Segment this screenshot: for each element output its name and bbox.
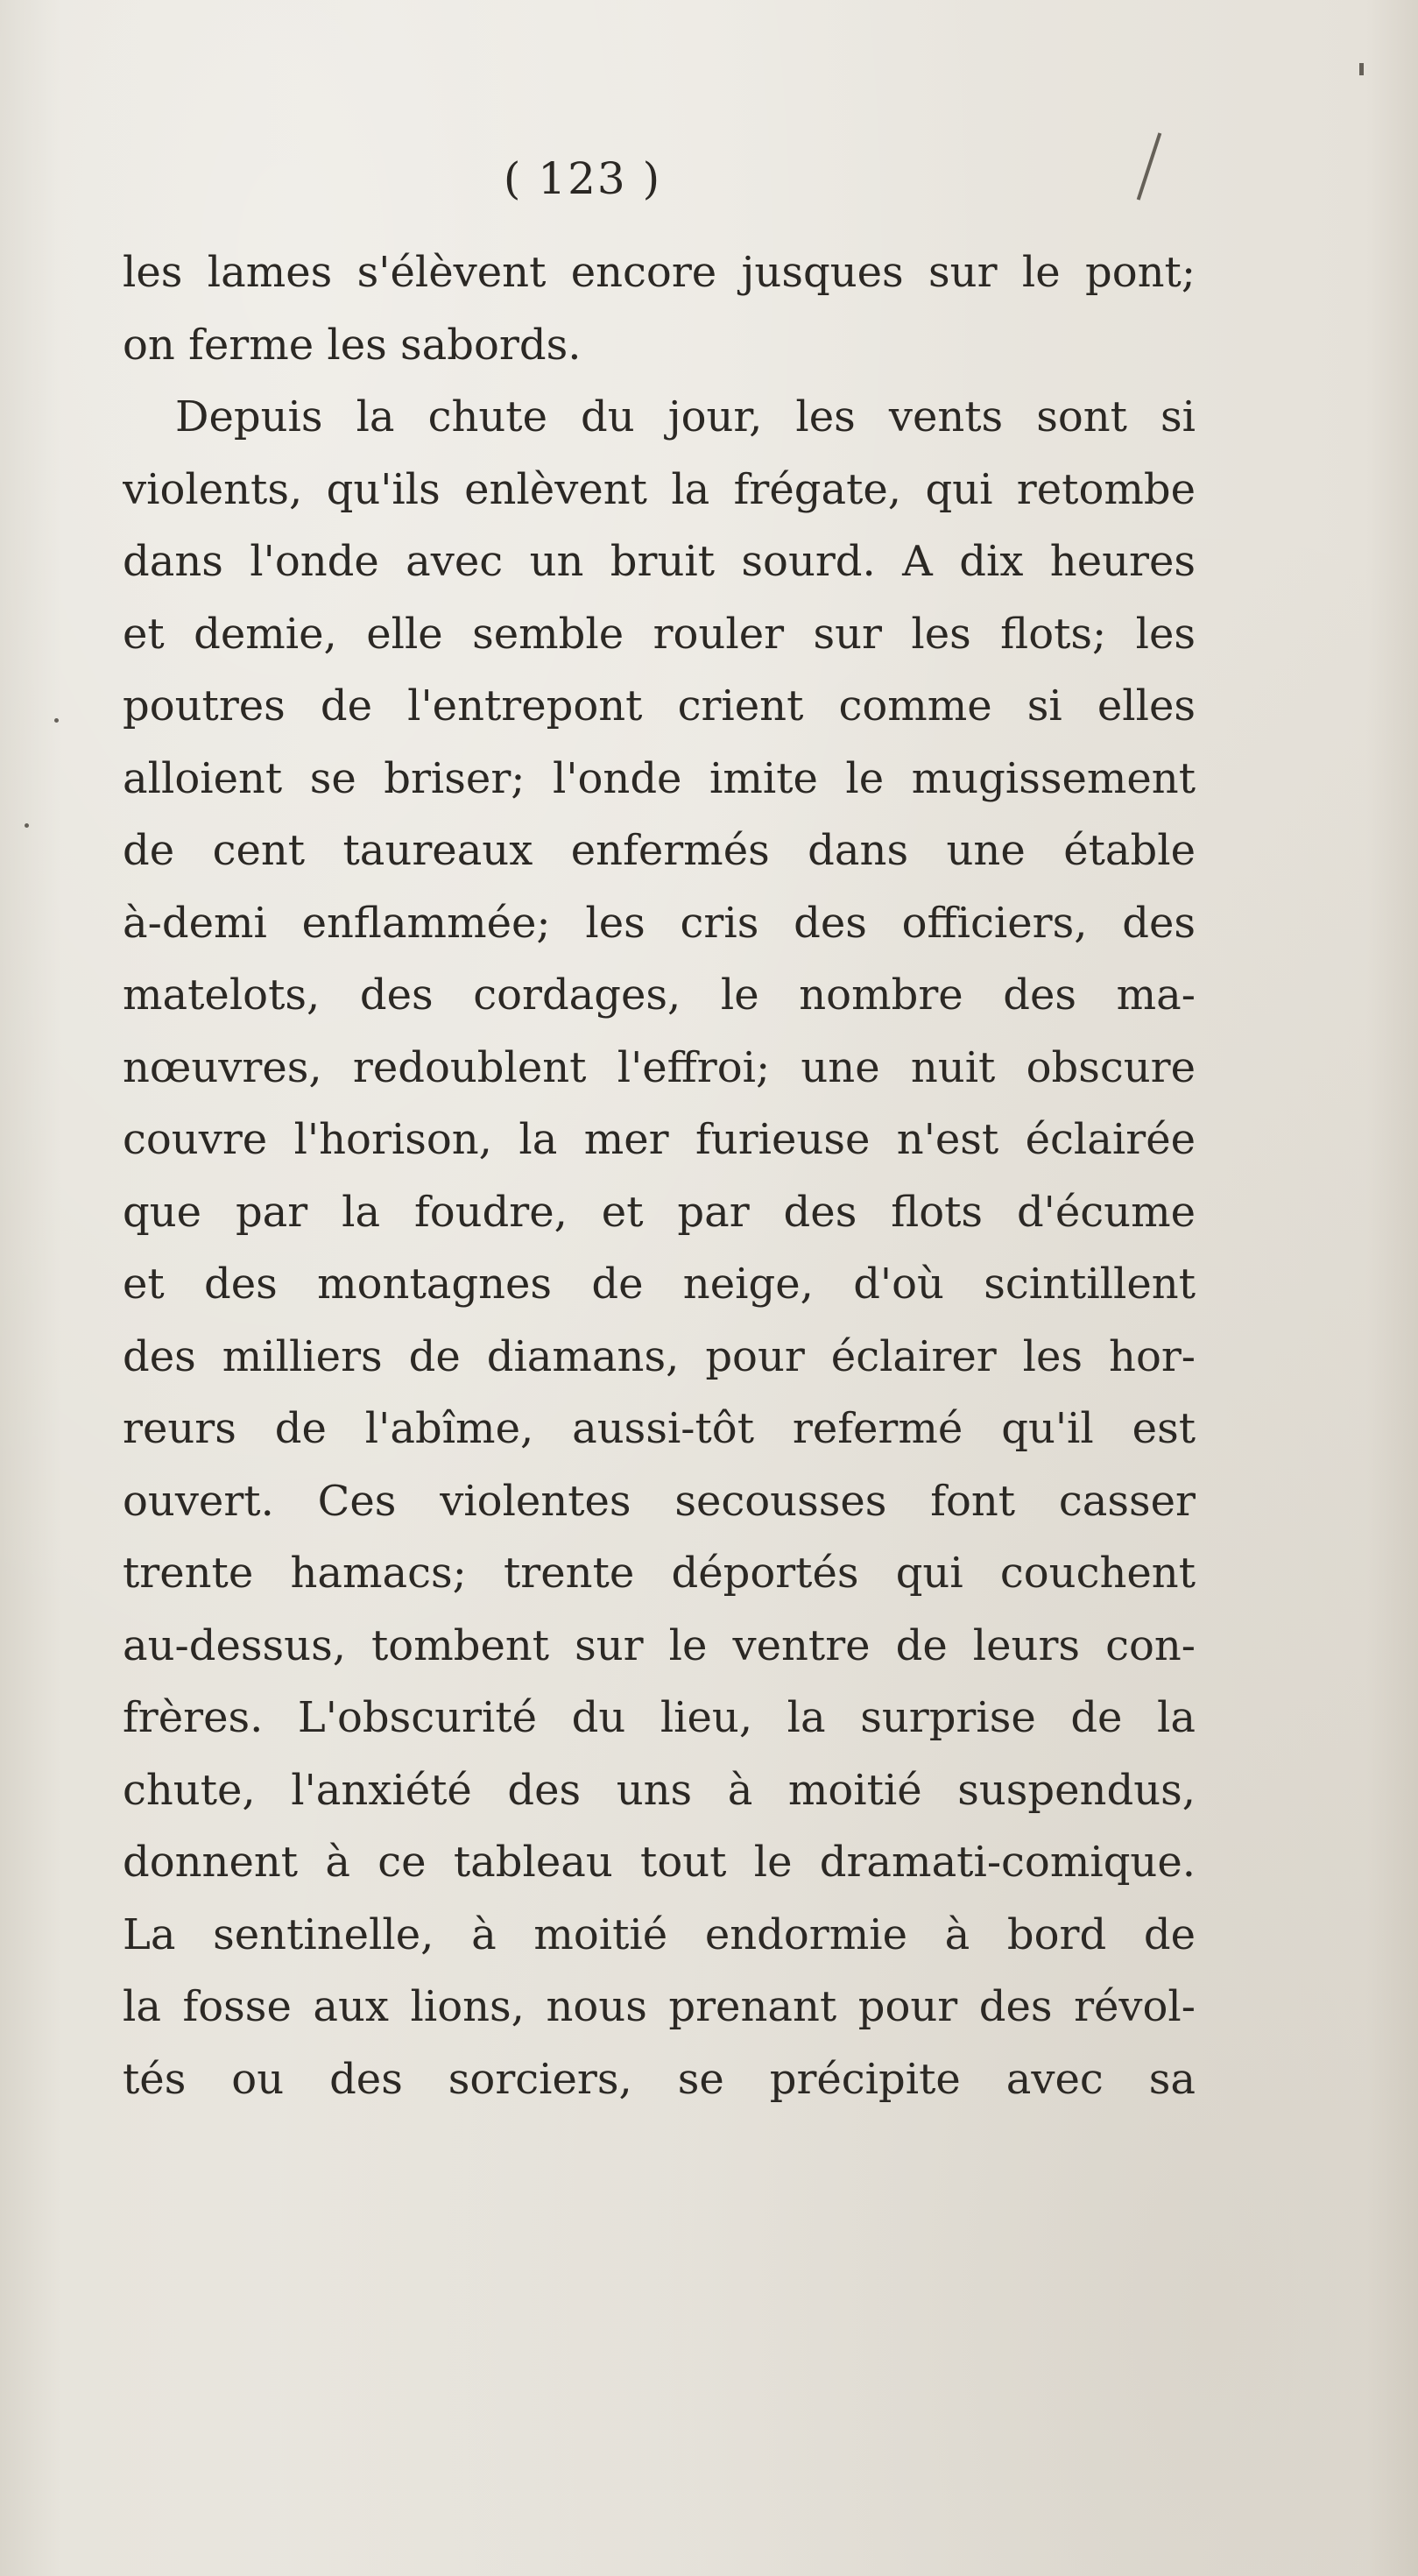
page-number: ( 123 ) bbox=[503, 153, 662, 204]
text-line: Depuis la chute du jour, les vents sont si bbox=[175, 392, 1196, 441]
text-line: au-dessus, tombent sur le ventre de leurs con- bbox=[123, 1620, 1196, 1670]
text-line: frères. L'obscurité du lieu, la surprise de la bbox=[123, 1693, 1196, 1742]
ink-dot bbox=[1359, 63, 1364, 75]
text-line: que par la foudre, et par des flots d'écume bbox=[123, 1187, 1196, 1237]
text-line: à-demi enflammée; les cris des officiers, des bbox=[123, 898, 1196, 948]
text-line: ouvert. Ces violentes secousses font casser bbox=[123, 1476, 1196, 1526]
ink-dot bbox=[25, 823, 29, 828]
body-text bbox=[123, 236, 1196, 2115]
text-line: matelots, des cordages, le nombre des ma- bbox=[123, 970, 1196, 1020]
text-line: la fosse aux lions, nous prenant pour des révol- bbox=[123, 1982, 1196, 2031]
text-line: couvre l'horison, la mer furieuse n'est éclairée bbox=[123, 1115, 1196, 1164]
text-line: de cent taureaux enfermés dans une étable bbox=[123, 826, 1196, 875]
text-line: et des montagnes de neige, d'où scintillent bbox=[123, 1260, 1196, 1309]
text-line: et demie, elle semble rouler sur les flots; les bbox=[123, 609, 1196, 659]
text-line: trente hamacs; trente déportés qui couchent bbox=[123, 1549, 1196, 1598]
text-line: violents, qu'ils enlèvent la frégate, qui retombe bbox=[123, 464, 1196, 514]
text-line: tés ou des sorciers, se précipite avec sa bbox=[123, 2054, 1196, 2104]
text-line: poutres de l'entrepont crient comme si elles bbox=[123, 681, 1196, 730]
text-line: dans l'onde avec un bruit sourd. A dix heures bbox=[123, 537, 1196, 586]
ink-dot bbox=[54, 718, 59, 723]
text-line: La sentinelle, à moitié endormie à bord de bbox=[123, 1909, 1196, 1959]
text-line: donnent à ce tableau tout le dramati-comique. bbox=[123, 1838, 1196, 1887]
text-line: alloient se briser; l'onde imite le mugissement bbox=[123, 753, 1196, 803]
text-line: chute, l'anxiété des uns à moitié suspendus, bbox=[123, 1765, 1196, 1815]
text-line: des milliers de diamans, pour éclairer les hor- bbox=[123, 1331, 1196, 1381]
text-line: les lames s'élèvent encore jusques sur le pont; bbox=[123, 248, 1196, 297]
text-line: nœuvres, redoublent l'effroi; une nuit obscure bbox=[123, 1042, 1196, 1092]
text-line: reurs de l'abîme, aussi-tôt refermé qu'il est bbox=[123, 1404, 1196, 1453]
text-line: on ferme les sabords. bbox=[123, 320, 582, 370]
